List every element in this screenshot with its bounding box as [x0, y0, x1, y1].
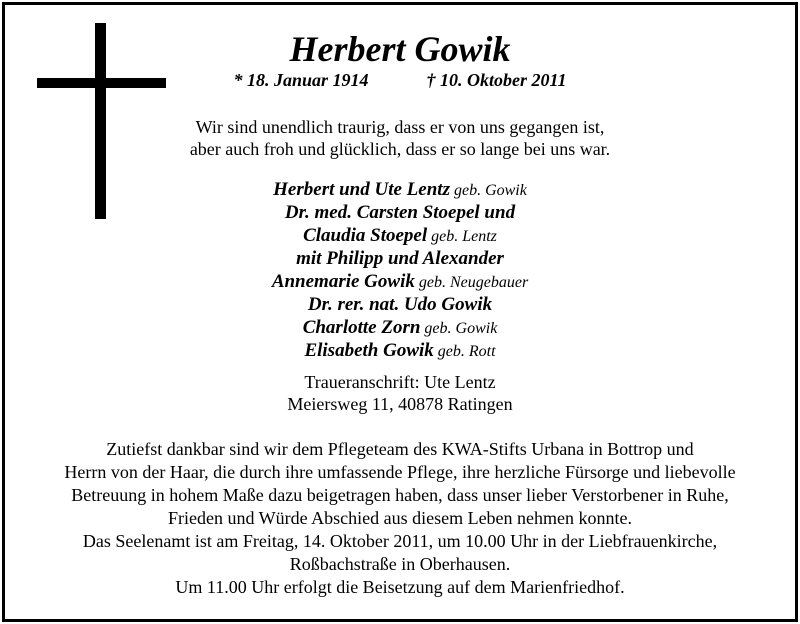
funeral-info	[0, 530, 800, 599]
family-member-suffix: geb. Rott	[437, 343, 496, 360]
family-member-name: Dr. med. Carsten Stoepel und	[284, 202, 516, 223]
funeral-line: Um 11.00 Uhr erfolgt die Beisetzung auf dem Marienfriedhof.	[175, 577, 625, 597]
family-member-suffix: geb. Gowik	[453, 182, 527, 199]
family-member-name: Dr. rer. nat. Udo Gowik	[307, 294, 493, 315]
family-member	[0, 224, 800, 247]
family-member	[0, 247, 800, 270]
thanks-line: Zutiefst dankbar sind wir dem Pflegeteam des KWA-Stifts Urbana in Bottrop und	[106, 439, 694, 459]
family-member	[0, 270, 800, 293]
address-line: Traueranschrift: Ute Lentz	[304, 372, 496, 392]
family-member	[0, 316, 800, 339]
family-member-name: Herbert und Ute Lentz	[273, 179, 450, 200]
family-member-suffix: geb. Lentz	[431, 228, 497, 245]
family-list	[0, 178, 800, 362]
thanks-line: Betreuung in hohem Maße dazu beigetragen haben, dass unser lieber Verstorbener in Ruhe,	[71, 485, 729, 505]
family-member	[0, 201, 800, 224]
intro-text	[0, 116, 800, 160]
family-member-suffix: geb. Gowik	[424, 320, 498, 337]
thanks-line: Herrn von der Haar, die durch ihre umfassende Pflege, ihre herzliche Fürsorge und liebevolle	[64, 462, 736, 482]
family-member	[0, 178, 800, 201]
family-member-suffix: geb. Neugebauer	[418, 274, 529, 291]
family-member	[0, 339, 800, 362]
family-member-name: Annemarie Gowik	[271, 271, 415, 292]
thanks-line: Frieden und Würde Abschied aus diesem Leben nehmen konnte.	[167, 508, 633, 528]
death-date: † 10. Oktober 2011	[426, 70, 567, 90]
intro-line: aber auch froh und glücklich, dass er so lange bei uns war.	[189, 139, 611, 159]
life-dates	[0, 68, 800, 92]
condolence-address	[0, 371, 800, 415]
family-member-name: Claudia Stoepel	[303, 225, 428, 246]
birth-date: * 18. Januar 1914	[233, 70, 369, 90]
thanks-text	[0, 438, 800, 530]
deceased-name: Herbert Gowik	[289, 29, 511, 69]
address-line: Meiersweg 11, 40878 Ratingen	[287, 394, 513, 414]
funeral-line: Das Seelenamt ist am Freitag, 14. Oktober 2011, um 10.00 Uhr in der Liebfrauenkirche,	[82, 531, 718, 551]
intro-line: Wir sind unendlich traurig, dass er von uns gegangen ist,	[195, 117, 605, 137]
family-member-name: Charlotte Zorn	[302, 317, 421, 338]
family-member	[0, 293, 800, 316]
family-member-name: Elisabeth Gowik	[304, 340, 434, 361]
family-member-name: mit Philipp und Alexander	[296, 248, 504, 269]
funeral-line: Roßbachstraße in Oberhausen.	[289, 554, 511, 574]
